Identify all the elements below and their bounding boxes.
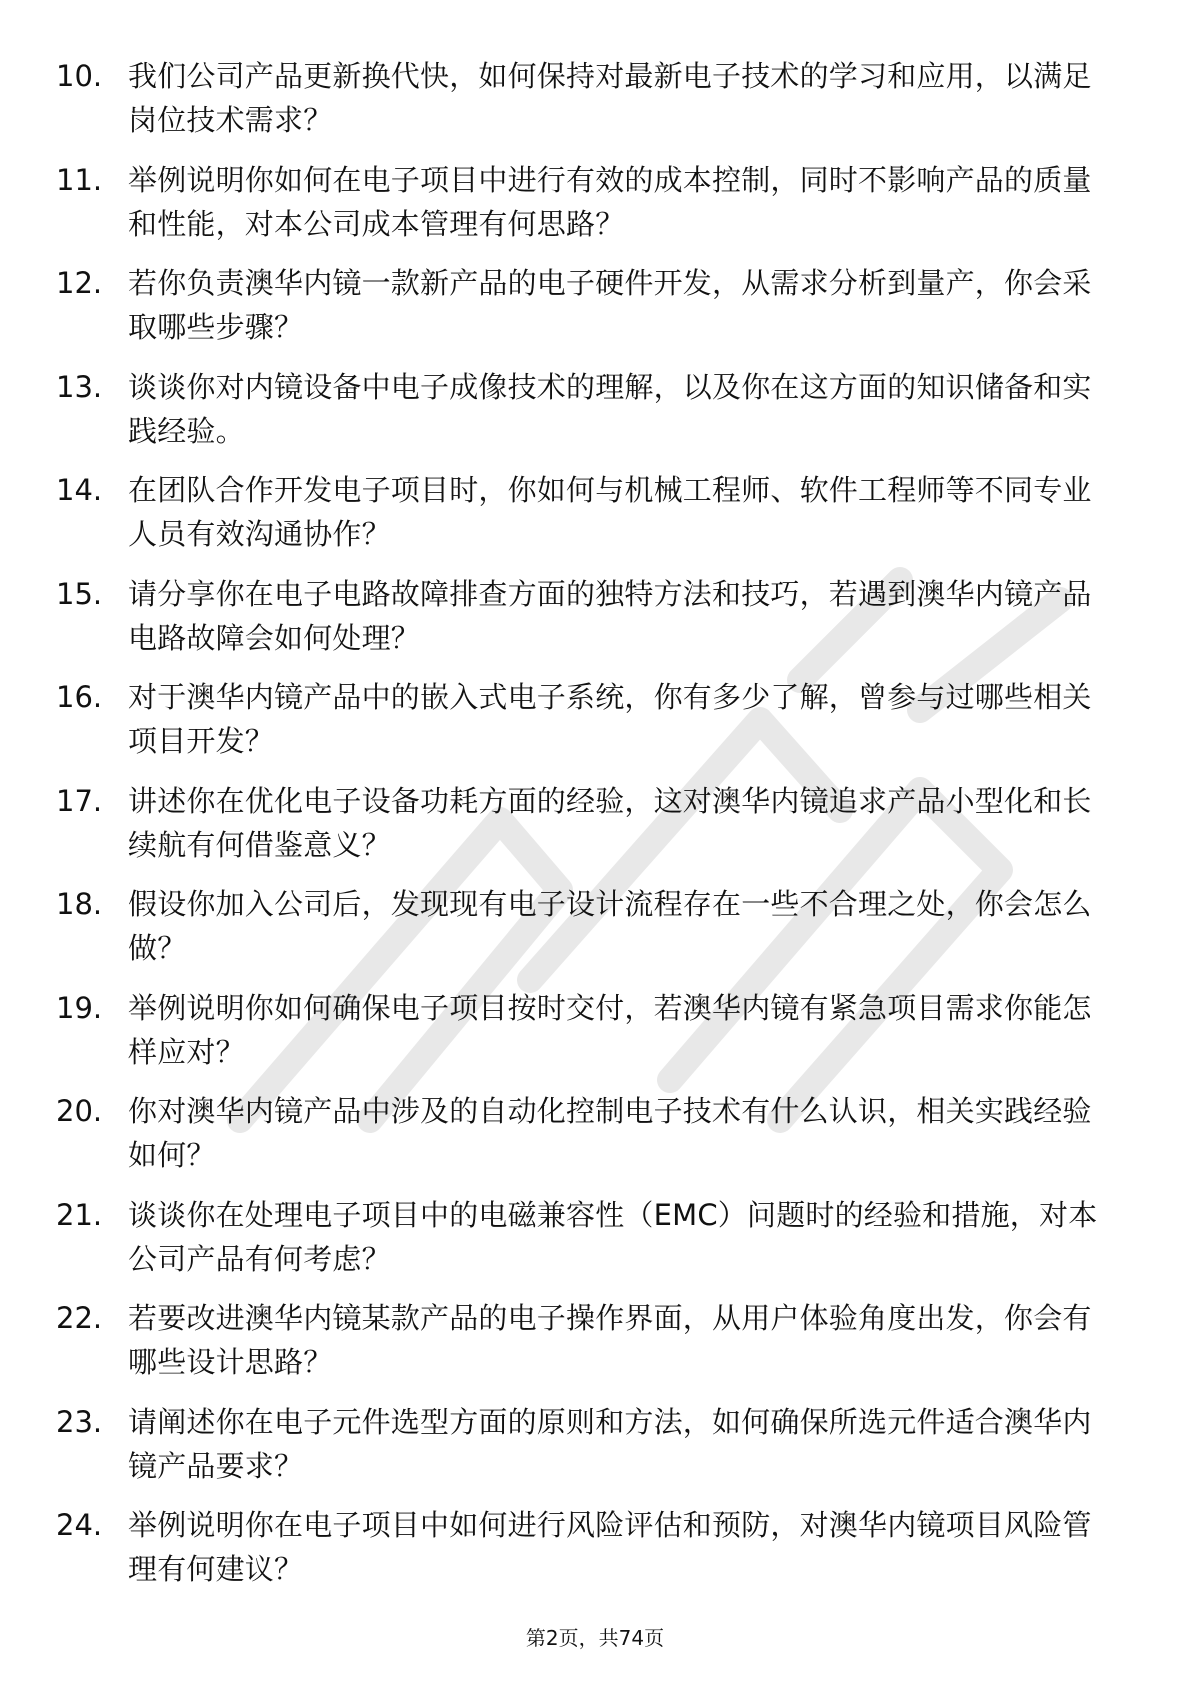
question-item <box>56 986 1116 1090</box>
question-number: 16. <box>56 680 103 714</box>
question-number: 14. <box>56 473 103 507</box>
question-number: 17. <box>56 783 103 818</box>
question-item <box>56 779 1116 883</box>
question-text: 假设你加入公司后，发现现有电子设计流程存在一些不合理之处，你会怎么做？ <box>128 887 1092 965</box>
question-number: 24. <box>56 1508 103 1542</box>
question-text: 谈谈你对内镜设备中电子成像技术的理解，以及你在这方面的知识储备和实践经验。 <box>128 369 1092 448</box>
question-text: 对于澳华内镜产品中的嵌入式电子系统，你有多少了解，曾参与过哪些相关项目开发？ <box>128 680 1092 758</box>
question-item <box>56 1193 1116 1297</box>
question-text: 举例说明你如何确保电子项目按时交付，若澳华内镜有紧急项目需求你能怎样应对？ <box>128 990 1092 1069</box>
question-text: 谈谈你在处理电子项目中的电磁兼容性（EMC）问题时的经验和措施，对本公司产品有何考虑？ <box>128 1197 1098 1276</box>
question-text: 请分享你在电子电路故障排查方面的独特方法和技巧，若遇到澳华内镜产品电路故障会如何处理？ <box>128 576 1092 655</box>
question-text: 若你负责澳华内镜一款新产品的电子硬件开发，从需求分析到量产，你会采取哪些步骤？ <box>128 266 1092 344</box>
question-item <box>56 1400 1116 1504</box>
question-text: 举例说明你在电子项目中如何进行风险评估和预防，对澳华内镜项目风险管理有何建议？ <box>128 1508 1092 1586</box>
question-item <box>56 365 1116 469</box>
question-item <box>56 1296 1116 1400</box>
question-item <box>56 572 1116 676</box>
question-item <box>56 468 1116 572</box>
question-text: 举例说明你如何在电子项目中进行有效的成本控制，同时不影响产品的质量和性能，对本公司成本管理有何思路？ <box>128 162 1092 241</box>
question-item <box>56 675 1116 779</box>
page-footer: 第2页，共74页 <box>525 1626 665 1650</box>
question-number: 21. <box>56 1197 103 1232</box>
question-item <box>56 1089 1116 1193</box>
question-text: 请阐述你在电子元件选型方面的原则和方法，如何确保所选元件适合澳华内镜产品要求？ <box>128 1404 1092 1483</box>
question-number: 11. <box>56 162 103 197</box>
question-item <box>56 1503 1116 1607</box>
question-item <box>56 54 1116 158</box>
question-number: 10. <box>56 59 103 93</box>
question-text: 我们公司产品更新换代快，如何保持对最新电子技术的学习和应用，以满足岗位技术需求？ <box>128 59 1092 137</box>
question-number: 20. <box>56 1094 103 1128</box>
question-list <box>56 54 1116 1607</box>
question-number: 13. <box>56 369 103 404</box>
question-item <box>56 261 1116 365</box>
question-number: 12. <box>56 266 103 300</box>
question-number: 23. <box>56 1404 103 1439</box>
question-item <box>56 882 1116 986</box>
question-text: 在团队合作开发电子项目时，你如何与机械工程师、软件工程师等不同专业人员有效沟通协作？ <box>128 473 1092 551</box>
question-number: 15. <box>56 576 103 611</box>
question-number: 18. <box>56 887 103 921</box>
question-number: 19. <box>56 990 103 1025</box>
question-text: 若要改进澳华内镜某款产品的电子操作界面，从用户体验角度出发，你会有哪些设计思路？ <box>128 1301 1092 1379</box>
question-text: 你对澳华内镜产品中涉及的自动化控制电子技术有什么认识，相关实践经验如何？ <box>128 1094 1092 1172</box>
question-item <box>56 158 1116 262</box>
question-text: 讲述你在优化电子设备功耗方面的经验，这对澳华内镜追求产品小型化和长续航有何借鉴意义？ <box>128 783 1092 862</box>
question-number: 22. <box>56 1301 103 1335</box>
